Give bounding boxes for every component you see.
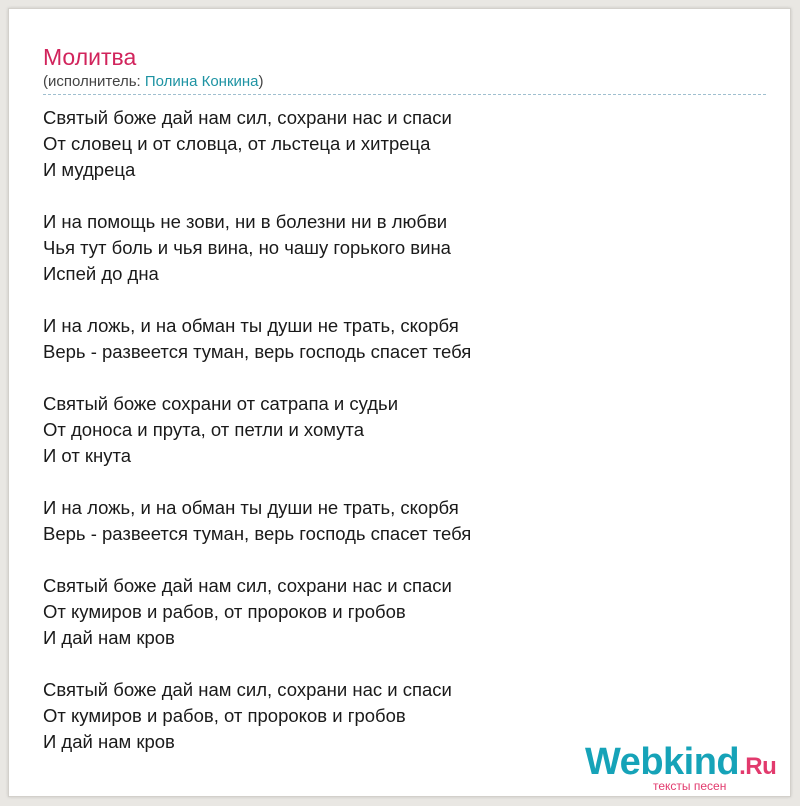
lyric-line: И на ложь, и на обман ты души не трать, скорбя — [43, 315, 459, 336]
lyric-line: Святый боже дай нам сил, сохрани нас и спаси — [43, 679, 452, 700]
title-divider — [43, 94, 766, 95]
lyric-line: И от кнута — [43, 445, 132, 466]
lyric-line: И на помощь не зови, ни в болезни ни в любви — [43, 211, 448, 232]
song-title: Молитва — [43, 44, 137, 70]
lyric-line: Верь - развеется туман, верь господь спасет тебя — [43, 341, 472, 362]
lyric-line: От кумиров и рабов, от пророков и гробов — [43, 705, 406, 726]
lyric-line: Святый боже сохрани от сатрапа и судьи — [43, 393, 399, 414]
lyrics-text — [43, 105, 471, 755]
lyric-line: От кумиров и рабов, от пророков и гробов — [43, 601, 406, 622]
lyrics-card — [8, 8, 791, 797]
lyric-line: Испей до дна — [43, 263, 159, 284]
stanza-gap — [43, 547, 471, 573]
lyric-line: От доноса и прута, от петли и хомута — [43, 419, 364, 440]
artist-line — [43, 73, 264, 91]
stanza-gap — [43, 365, 471, 391]
lyric-line: От словец и от словца, от льстеца и хитреца — [43, 133, 431, 154]
logo-name: Webkind — [585, 741, 740, 783]
stanza-gap — [43, 287, 471, 313]
stanza-gap — [43, 183, 471, 209]
lyric-line: И на ложь, и на обман ты души не трать, скорбя — [43, 497, 459, 518]
lyric-line: Верь - развеется туман, верь господь спасет тебя — [43, 523, 472, 544]
lyric-line: И дай нам кров — [43, 731, 175, 752]
stanza-gap — [43, 651, 471, 677]
artist-prefix: (исполнитель: — [43, 73, 145, 90]
lyric-line: Святый боже дай нам сил, сохрани нас и спаси — [43, 575, 452, 596]
artist-link[interactable]: Полина Конкина — [144, 73, 259, 90]
lyric-line: Святый боже дай нам сил, сохрани нас и спаси — [43, 107, 452, 128]
logo-tagline: тексты песен — [653, 779, 727, 793]
lyric-line: Чья тут боль и чья вина, но чашу горького вина — [43, 237, 451, 258]
lyric-line: И дай нам кров — [43, 627, 175, 648]
logo-tld: .Ru — [739, 753, 777, 780]
webkind-logo[interactable] — [585, 739, 785, 795]
stanza-gap — [43, 469, 471, 495]
artist-suffix: ) — [258, 73, 264, 90]
lyric-line: И мудреца — [43, 159, 136, 180]
